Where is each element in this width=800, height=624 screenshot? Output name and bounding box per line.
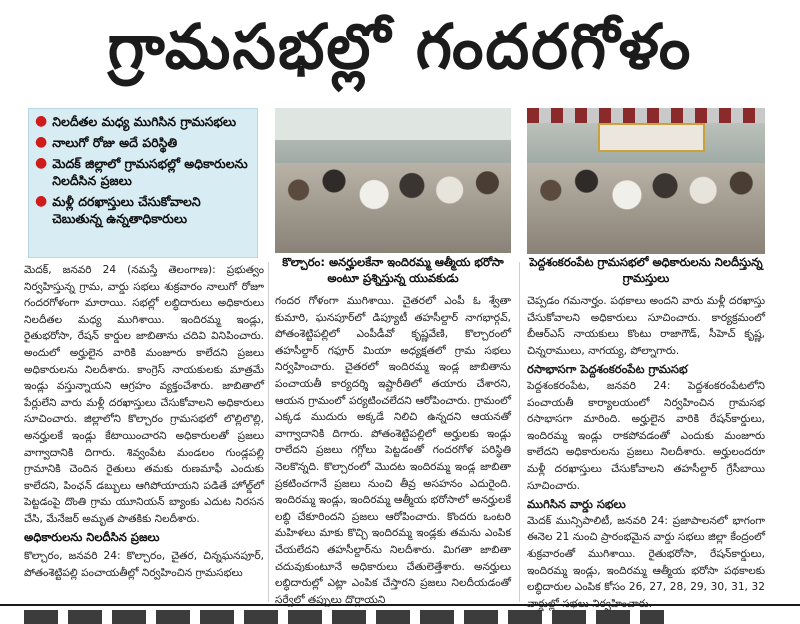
highlight-item	[35, 134, 251, 151]
highlight-item	[35, 113, 251, 130]
highlight-text: నాలుగో రోజు అదే పరిస్థితి	[52, 135, 178, 150]
next-headline-strip	[0, 604, 800, 623]
column-3-text: పెద్దశంకరంపేట, జనవరి 24: పెద్దశంకరంపేటలోని పంచాయతీ కార్యాలయంలో నిర్వహించిన గ్రామసభ రసాభాసగా మారింది. అర్హులైన వారికి రేషన్‌కార్డులు, ఇందిరమ్మ ఇండ్లు రాకపోవడంతో ఎందుకు మంజూరు కాలేదని అధికారులను ప్రజలు నిలదీశారు. అర్హులందరూ మళ్లీ దరఖాస్తులు చేసుకోవాలని తహసీల్దార్ గ్రేసీబాయి సూచించారు.	[527, 379, 765, 492]
highlight-item	[35, 155, 251, 189]
article-column-2: గందర గోళంగా ముగిశాయి. చైతరలో ఎంపీ ఓ శ్వేతా కుమారి, ఘనపూర్‌లో డిప్యూటీ తహసీల్దార్ నాగభార్గవ్, పోతంశెట్టిపల్లిలో ఎంపీడీవో కృష్ణవేణి, కొల్చారంలో తహసీల్దార్ గఫూర్ మియా అధ్యక్షతలో గ్రామ సభలు నిర్వహించారు. చైతరలో ఇందిరమ్మ ఇండ్ల జాబితాను పంచాయతీ కార్యదర్శి ఇష్టారీతిలో తయారు చేశారని, ఆయన గ్రామంలో పర్యటించలేదని ఆరోపించారు. గ్రామంలో ఎక్కడ ముదురు అక్కడే నిలిచి ఉన్నదని ఆయనతో వాగ్వాదానికి దిగారు. పోతంశెట్టిపల్లిలో అర్హులకు ఇండ్లు రాలేదని ప్రజలు గగ్గోలు పెట్టడంతో గందరగోళ పరిస్థితి నెలకొన్నది. కొల్చారంలో మొదట ఇందిరమ్మ ఇండ్ల జాబితా ప్రకటించగానే ప్రజలు నుంచి తీవ్ర అసహనం ఎదురైంది. ఇందిరమ్మ ఇండ్లు, ఇందిరమ్మ ఆత్మీయ భరోసాలో అనర్హులకే లబ్ధి చేకూరిందని ప్రజలు ఆరోపించారు. కొందరు ఒంటరి మహిళలు మాకు కొచ్చి ఇందిరమ్మ ఇండ్లకు తమను ఎంపిక చేయలేదని తహసీల్దార్‌ను నిలదీశారు. మిగతా జాబితా చదువుకుంటూనే అధికారులు చేతులెత్తేశారు. అనర్హులు లబ్ధిదారుల్లో ఎట్లా ఎంపిక చేస్తారని ప్రజలు నిలదీయడంతో సర్వేలో తప్పులు దొర్లాయని	[275, 295, 511, 606]
news-photo-peddashankarampet	[527, 108, 765, 254]
cropped-headline	[24, 610, 664, 624]
subheading: రసాభాసగా పెద్దశంకరంపేట గ్రామసభ	[527, 362, 688, 377]
photo-caption: కొల్చారం: అనర్హులకేనా ఇందిరమ్మ ఆత్మీయ భరోసా అంటూ ప్రశ్నిస్తున్న యువకుడు	[282, 255, 504, 285]
column-3-text: చెప్పడం గమనార్హం. పథకాలు అందని వారు మళ్లీ దరఖాస్తు చేసుకోవాలని అధికారులు సూచించారు. కార్యక్రమంలో బీఆర్‌ఎస్ నాయకులు కొంటు రాజాగౌడ్, సీహెచ్ కృష్ణ, చిన్నరాములు, నాగయ్య, పోల్నాగారు.	[527, 295, 765, 357]
highlight-text: మళ్లీ దరఖాస్తులు చేసుకోవాలని చెబుతున్న ఉన్నతాధికారులు	[52, 194, 201, 226]
article-column-3	[527, 293, 765, 610]
highlights-box	[28, 108, 258, 258]
column-divider	[268, 262, 269, 602]
bullet-icon: ●	[35, 193, 48, 209]
highlight-text: నిలదీతల మధ్య ముగిసిన గ్రామసభలు	[52, 114, 237, 129]
subheading: అధికారులను నిలదీసిన ప్రజలు	[24, 530, 160, 544]
bullet-icon: ●	[35, 134, 48, 150]
subheading: ముగిసిన వార్డు సభలు	[527, 497, 626, 512]
photo-caption: పెద్దశంకరంపేట గ్రామసభలో అధికారులను నిలదీస్తున్న గ్రామస్తులు	[529, 255, 763, 285]
highlight-item	[35, 193, 251, 227]
column-divider	[519, 262, 520, 602]
news-photo-kolcharam	[275, 108, 511, 253]
column-3-text: మెదక్ మున్సిపాలిటీ, జనవరి 24: ప్రజాపాలనలో భాగంగా ఈనెల 21 నుంచి ప్రారంభమైన వార్డు సభలు జిల్లా కేంద్రంలో శుక్రవారంతో ముగిశాయి. రైతుభరోసా, రేషన్‌కార్డులు, ఇందిరమ్మ ఇండ్లు, ఇందిరమ్మ ఆత్మీయ భరోసా పథకాలకు లబ్ధిదారుల ఎంపిక కోసం 26, 27, 28, 29, 30, 31, 32 వార్డుల్లో సభలు నిర్వహించారు.	[527, 514, 765, 610]
headline: గ్రామసభల్లో గందరగోళం	[107, 10, 693, 83]
highlight-text: మెదక్ జిల్లాలో గ్రామసభల్లో అధికారులను నిలదీసిన ప్రజలు	[52, 156, 248, 188]
bullet-icon: ●	[35, 155, 48, 171]
article-column-1-continued: కొల్చారం, జనవరి 24: కొల్చారం, చైతర, చిన్నఘనపూర్, పోతంశెట్టిపల్లి పంచాయతీల్లో నిర్వహించిన గ్రామసభలు	[24, 550, 264, 579]
article-column-1: మెదక్, జనవరి 24 (నమస్తే తెలంగాణ): ప్రభుత్వం నిర్వహిస్తున్న గ్రామ, వార్డు సభలు శుక్రవారం నాలుగో రోజూ గందరగోళంగా మారాయి. సభల్లో లబ్ధిదారులు అధికారులు నిలదీతల మధ్య ముగిశాయి. ఇందిరమ్మ ఇండ్లు, రైతుభరోసా, రేషన్ కార్డుల జాబితాను చదివి వినిపించారు. అందులో అర్హులైన వారికి మంజూరు కాలేదని ప్రజలు అధికారులను నిలదీశారు. కాంగ్రెస్ నాయకులకు మాత్రమే ఇండ్లు వస్తున్నాయని ఆగ్రహం వ్యక్తంచేశారు. జాబితాలో పేర్లులేని వారు మళ్లీ దరఖాస్తులు చేసుకోవాలని అధికారులు సూచించారు. జిల్లాలోని కొల్చారం గ్రామసభలో లొల్లిలొల్లి, అనర్హులకే ఇండ్లు కేటాయించారని అధికారులతో ప్రజలు వాగ్వాదానికి దిగారు. శివ్వంపేట మండలం గుండ్లపల్లి గ్రామానికి చెందిన రైతులు తమకు రుణమాఫీ ఎందుకు కాలేదని, పింఛన్ డబ్బులు ఆగిపోయాయని పడితే హోల్డ్‌లో పెట్టడంపై దొంతి గ్రామ యూనియన్ బ్యాంకు ఎదుట నిరసన చేసి, మేనేజర్ అమృత పాతకికు నిలదీశారు.	[24, 264, 264, 525]
bullet-icon: ●	[35, 113, 48, 129]
